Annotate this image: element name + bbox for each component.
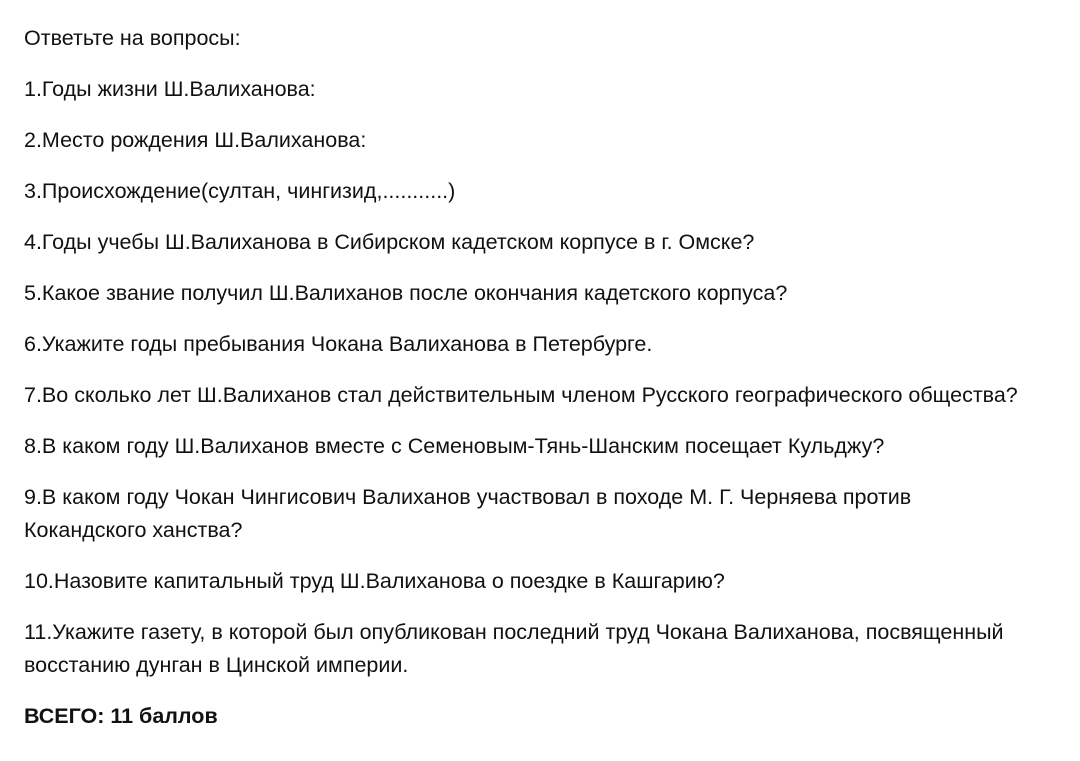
question-9-line-1: 9.В каком году Чокан Чингисович Валиханов участвовал в походе М. Г. Черняева против — [24, 485, 912, 509]
intro-text: Ответьте на вопросы: — [24, 26, 241, 50]
question-5 — [24, 277, 1070, 310]
question-6 — [24, 328, 1070, 361]
question-10 — [24, 565, 1070, 598]
question-7 — [24, 379, 1070, 412]
question-11-line-1: 11.Укажите газету, в которой был опубликован последний труд Чокана Валиханова, посвященный — [24, 620, 1004, 644]
question-8 — [24, 430, 1070, 463]
question-3-line-1: 3.Происхождение(султан, чингизид,...........) — [24, 179, 456, 203]
question-7-line-1: 7.Во сколько лет Ш.Валиханов стал действительным членом Русского географического общества? — [24, 383, 1018, 407]
question-6-line-1: 6.Укажите годы пребывания Чокана Валиханова в Петербурге. — [24, 332, 653, 356]
question-11 — [24, 616, 1070, 682]
question-1-line-1: 1.Годы жизни Ш.Валиханова: — [24, 77, 316, 101]
total-score: ВСЕГО: 11 баллов — [24, 704, 218, 728]
question-2-line-1: 2.Место рождения Ш.Валиханова: — [24, 128, 367, 152]
question-3 — [24, 175, 1070, 208]
question-4-line-1: 4.Годы учебы Ш.Валиханова в Сибирском кадетском корпусе в г. Омске? — [24, 230, 755, 254]
question-2 — [24, 124, 1070, 157]
question-10-line-1: 10.Назовите капитальный труд Ш.Валиханова о поездке в Кашгарию? — [24, 569, 725, 593]
question-9-line-2: Кокандского ханства? — [24, 518, 243, 542]
question-1 — [24, 73, 1070, 106]
question-11-line-2: восстанию дунган в Цинской империи. — [24, 653, 409, 677]
question-4 — [24, 226, 1070, 259]
question-5-line-1: 5.Какое звание получил Ш.Валиханов после окончания кадетского корпуса? — [24, 281, 788, 305]
question-8-line-1: 8.В каком году Ш.Валиханов вместе с Семеновым-Тянь-Шанским посещает Кульджу? — [24, 434, 885, 458]
question-9 — [24, 481, 1070, 547]
